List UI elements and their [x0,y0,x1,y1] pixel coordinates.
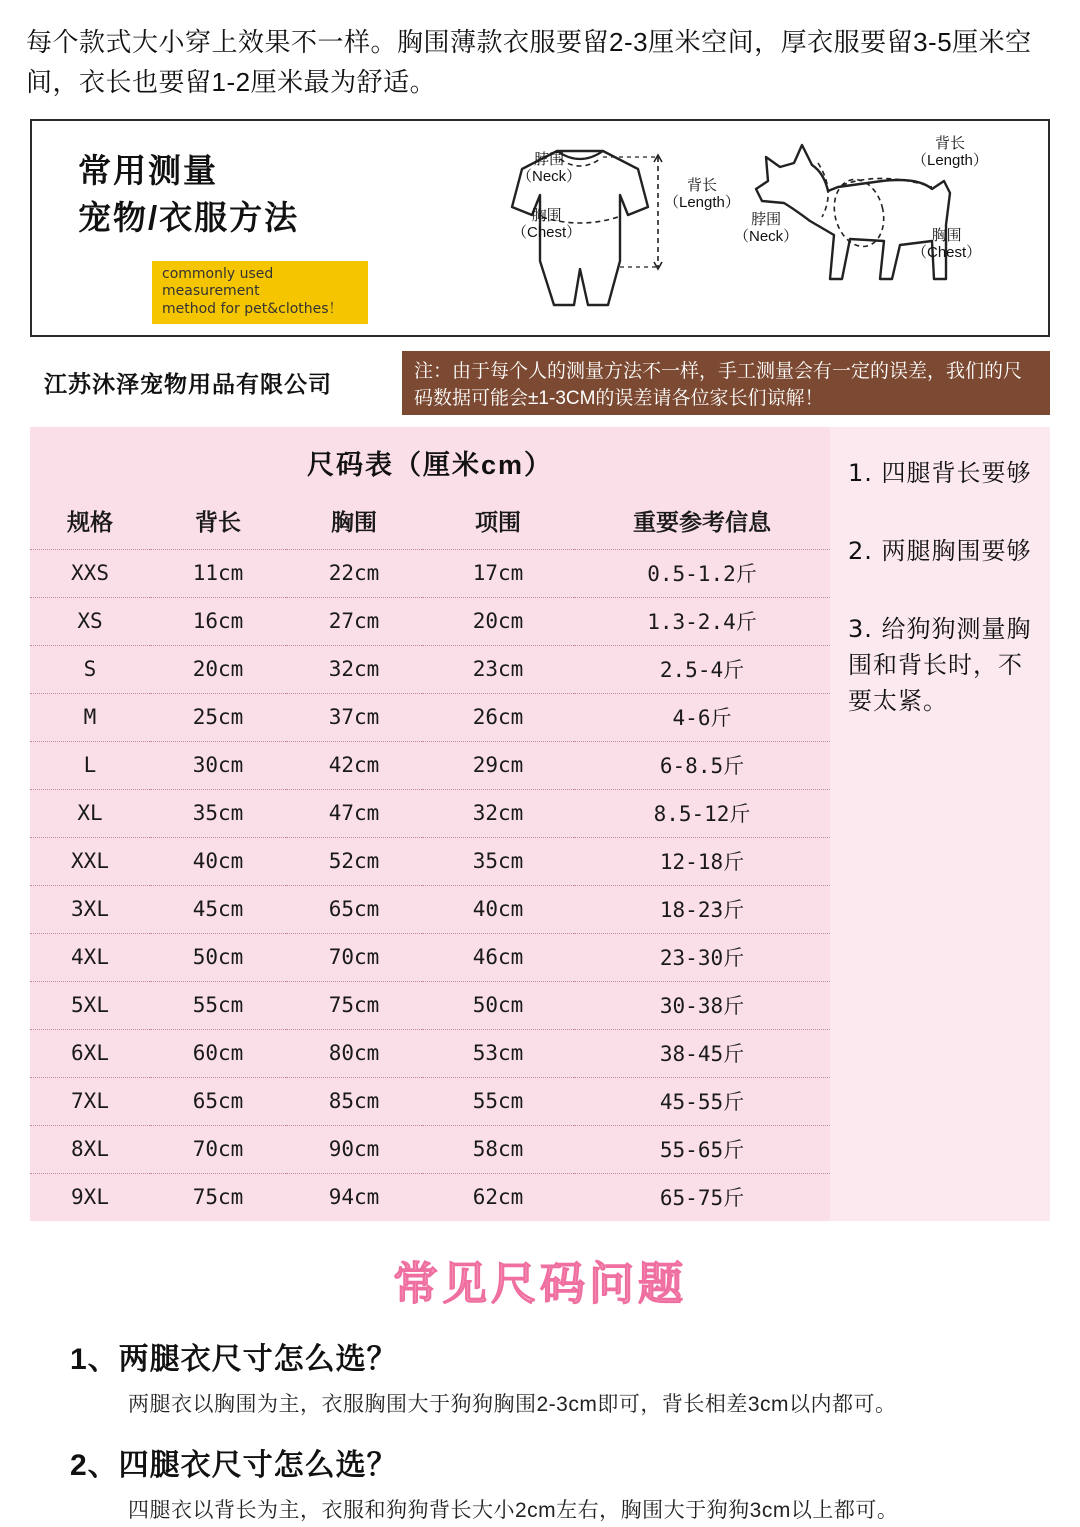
cell-spec: XS [30,597,150,645]
faq-answer-2: 四腿衣以背长为主，衣服和狗狗背长大小2cm左右，胸围大于狗狗3cm以上都可。 [128,1498,899,1522]
table-row [30,885,830,933]
cell-reference-info: 2.5-4斤 [574,645,830,693]
clothes-length-label-cn: 背长 [686,176,717,194]
cell-chest: 42cm [286,741,422,789]
table-row [30,1125,830,1173]
cell-back-length: 30cm [150,741,286,789]
dog-chest-label [912,227,981,262]
table-row [30,1077,830,1125]
cell-reference-info: 65-75斤 [659,1185,745,1210]
table-row [30,693,830,741]
cell-back-length: 35cm [150,789,286,837]
cell-spec: XXS [30,549,150,597]
clothes-chest-label [512,207,581,242]
cell-chest: 94cm [328,1184,380,1209]
cell-chest: 85cm [286,1077,422,1125]
dog-chest-label-cn: 胸围 [931,226,962,244]
company-note-row [30,351,1050,415]
header-reference-info: 重要参考信息 [574,496,830,550]
cell-reference-info: 1.3-2.4斤 [574,597,830,645]
table-row [30,1029,830,1077]
clothes-outline-icon [462,129,732,329]
cell-chest: 65cm [286,885,422,933]
cell-reference-info: 0.5-1.2斤 [574,549,830,597]
cell-neck: 32cm [422,789,574,837]
cell-back-length: 70cm [150,1125,286,1173]
cell-reference-info: 30-38斤 [574,981,830,1029]
measurement-title-line1: 常用测量 [78,151,218,189]
size-table-area [30,427,1050,1221]
dog-length-label-en: （Length） [912,151,988,169]
cell-neck: 20cm [422,597,574,645]
cell-back-length: 50cm [150,933,286,981]
cell-neck: 40cm [422,885,574,933]
cell-back-length: 60cm [150,1029,286,1077]
cell-spec: 6XL [30,1029,150,1077]
faq-question-2: 2、四腿衣尺寸怎么选？ [70,1448,398,1482]
cell-neck: 62cm [472,1184,524,1209]
cell-neck: 29cm [422,741,574,789]
cell-spec: XXL [30,837,150,885]
header-spec: 规格 [30,496,150,550]
cell-neck: 53cm [422,1029,574,1077]
table-row [30,933,830,981]
company-name: 江苏沐泽宠物用品有限公司 [44,371,332,398]
size-tip-3: 3. 给狗狗测量胸围和背长时，不要太紧。 [848,614,1032,715]
table-row [30,789,830,837]
clothes-chest-label-en: （Chest） [512,223,582,241]
cell-reference-info: 4-6斤 [574,693,830,741]
measurement-english-badge [152,261,368,325]
cell-neck: 50cm [422,981,574,1029]
dog-neck-label [734,211,798,246]
cell-reference-info: 45-55斤 [574,1077,830,1125]
measurement-badge-line1: commonly used measurement [162,265,274,300]
clothes-neck-label-en: （Neck） [517,167,582,185]
table-row [30,741,830,789]
header-back-length: 背长 [150,496,286,550]
cell-spec: L [30,741,150,789]
header-chest: 胸围 [286,496,422,550]
cell-back-length: 55cm [150,981,286,1029]
cell-chest: 22cm [286,549,422,597]
measurement-title [78,147,299,243]
cell-chest: 80cm [286,1029,422,1077]
clothes-length-label-en: （Length） [664,193,740,211]
cell-spec: 7XL [30,1077,150,1125]
dog-length-label-cn: 背长 [934,134,965,152]
clothes-chest-label-cn: 胸围 [531,206,562,224]
clothes-length-label [664,177,740,212]
cell-back-length: 16cm [150,597,286,645]
clothes-neck-label [517,151,581,186]
cell-back-length: 75cm [192,1184,244,1209]
cell-back-length: 40cm [150,837,286,885]
intro-paragraph [0,0,1080,109]
cell-neck: 17cm [422,549,574,597]
measurement-title-line2: 宠物/衣服方法 [78,199,300,237]
table-row [30,1173,830,1221]
cell-spec: XL [30,789,150,837]
dog-diagram [732,129,1032,329]
cell-reference-info: 8.5-12斤 [574,789,830,837]
table-row [30,645,830,693]
intro-text: 每个款式大小穿上效果不一样。胸围薄款衣服要留2-3厘米空间，厚衣服要留3-5厘米空间，衣长也要留1-2厘米最为舒适。 [26,27,1032,98]
faq-item [70,1440,1010,1524]
faq-question-1: 1、两腿衣尺寸怎么选？ [70,1342,398,1376]
faq-item [70,1334,1010,1418]
dog-neck-label-en: （Neck） [734,227,799,245]
table-row [30,981,830,1029]
cell-spec: 4XL [30,933,150,981]
cell-chest: 47cm [286,789,422,837]
cell-reference-info: 38-45斤 [574,1029,830,1077]
cell-back-length: 20cm [150,645,286,693]
cell-reference-info: 18-23斤 [574,885,830,933]
cell-back-length: 25cm [150,693,286,741]
cell-spec: 8XL [30,1125,150,1173]
dog-chest-label-en: （Chest） [912,243,982,261]
table-row [30,837,830,885]
size-table-header-row [30,496,830,550]
faq-section [70,1334,1010,1524]
header-neck: 项围 [422,496,574,550]
dog-length-label [912,135,988,170]
cell-spec: M [30,693,150,741]
cell-back-length: 45cm [150,885,286,933]
size-table [30,496,830,1221]
cell-back-length: 11cm [150,549,286,597]
cell-reference-info: 55-65斤 [574,1125,830,1173]
size-table-title: 尺码表（厘米cm） [306,449,554,480]
faq-heading: 常见尺码问题 [392,1257,687,1309]
cell-chest: 75cm [286,981,422,1029]
cell-chest: 32cm [286,645,422,693]
cell-chest: 37cm [286,693,422,741]
cell-spec: 5XL [30,981,150,1029]
measurement-method-box [30,119,1050,337]
size-table-body [30,549,830,1221]
dog-neck-label-cn: 脖围 [751,210,782,228]
cell-reference-info: 6-8.5斤 [574,741,830,789]
clothes-neck-label-cn: 脖围 [534,150,565,168]
cell-chest: 27cm [286,597,422,645]
size-table-head [30,496,830,550]
cell-neck: 23cm [422,645,574,693]
size-tip-1: 1. 四腿背长要够 [848,458,1032,487]
cell-chest: 70cm [286,933,422,981]
cell-reference-info: 12-18斤 [574,837,830,885]
size-tip-2: 2. 两腿胸围要够 [848,536,1032,565]
measurement-badge-line2: method for pet&clothes！ [162,300,343,317]
cell-neck: 26cm [422,693,574,741]
clothes-diagram [462,129,740,329]
table-row [30,549,830,597]
cell-spec: S [30,645,150,693]
cell-neck: 35cm [422,837,574,885]
table-row [30,597,830,645]
cell-reference-info: 23-30斤 [574,933,830,981]
cell-neck: 46cm [422,933,574,981]
cell-neck: 58cm [422,1125,574,1173]
size-table-panel [30,427,830,1221]
cell-neck: 55cm [422,1077,574,1125]
faq-answer-1: 两腿衣以胸围为主，衣服胸围大于狗狗胸围2-3cm即可，背长相差3cm以内都可。 [128,1392,897,1416]
size-tips-column [830,427,1050,1221]
cell-chest: 90cm [286,1125,422,1173]
cell-spec: 9XL [71,1184,109,1209]
cell-spec: 3XL [30,885,150,933]
cell-back-length: 65cm [150,1077,286,1125]
measurement-note: 注：由于每个人的测量方法不一样，手工测量会有一定的误差，我们的尺码数据可能会±1-3CM的误差请各位家长们谅解！ [402,351,1050,415]
cell-chest: 52cm [286,837,422,885]
